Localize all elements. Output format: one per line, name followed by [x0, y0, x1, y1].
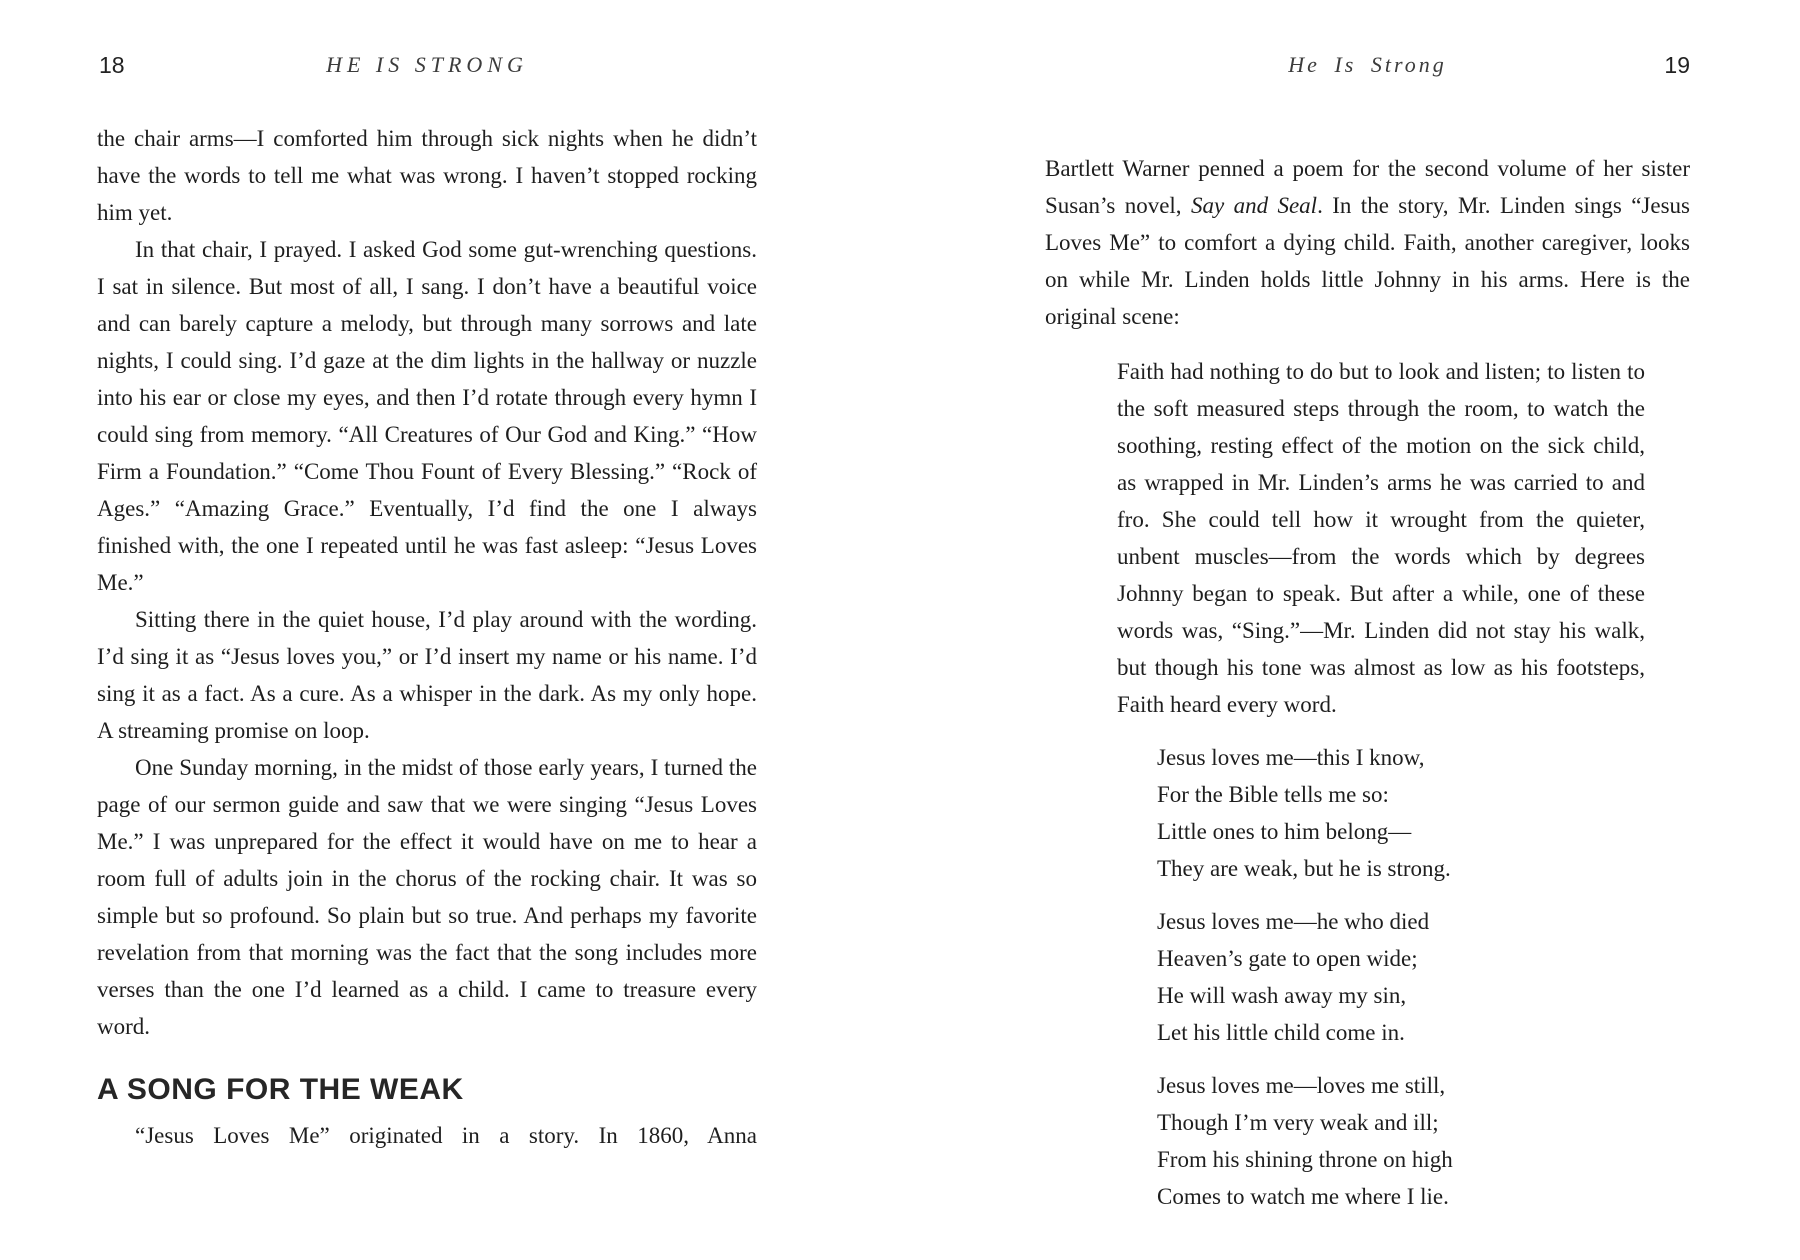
- poem: [1157, 739, 1690, 1215]
- intro-text-after-title: . In the story, Mr. Linden sings “Jesus Loves Me” to comfort a dying child. Faith, another caregiver, looks on while Mr. Linden holds little Johnny in his arms. Here is the original scene:: [1045, 193, 1690, 329]
- page-left-header: [97, 52, 757, 84]
- block-quote: Faith had nothing to do but to look and listen; to listen to the soft measured steps through the room, to watch the soothing, resting effect of the motion on the sick child, as wrapped in Mr. Linden’s arms he was carried to and fro. She could tell how it wrought from the quieter, unbent muscles—from the words which by degrees Johnny began to speak. But after a while, one of these words was, “Sing.”—Mr. Linden did not stay his walk, but though his tone was almost as low as his footsteps, Faith heard every word.: [1117, 359, 1645, 717]
- poem-line: For the Bible tells me so:: [1157, 782, 1389, 807]
- page-right-body: [1045, 150, 1690, 1215]
- poem-line: Comes to watch me where I lie.: [1157, 1184, 1449, 1209]
- running-head-left: HE IS STRONG: [326, 52, 528, 77]
- poem-line: Heaven’s gate to open wide;: [1157, 946, 1418, 971]
- section-heading: A SONG FOR THE WEAK: [97, 1073, 464, 1106]
- page-left: [97, 52, 757, 1154]
- paragraph: One Sunday morning, in the midst of those early years, I turned the page of our sermon guide and saw that we were singing “Jesus Loves Me.” I was unprepared for the effect it would have on me to hear a room full of adults join in the chorus of the rocking chair. It was so simple but so profound. So plain but so true. And perhaps my favorite revelation from that morning was the fact that the song includes more verses than the one I’d learned as a child. I came to treasure every word.: [97, 755, 757, 1039]
- poem-line: Jesus loves me—he who died: [1157, 909, 1430, 934]
- page-right: [1045, 52, 1690, 1215]
- paragraph: In that chair, I prayed. I asked God some gut-wrenching questions. I sat in silence. But most of all, I sang. I don’t have a beautiful voice and can barely capture a melody, but through many sorrows and late nights, I could sing. I’d gaze at the dim lights in the hallway or nuzzle into his ear or close my eyes, and then I’d rotate through every hymn I could sing from memory. “All Creatures of Our God and King.” “How Firm a Foundation.” “Come Thou Fount of Every Blessing.” “Rock of Ages.” “Amazing Grace.” Eventually, I’d find the one I always finished with, the one I repeated until he was fast asleep: “Jesus Loves Me.”: [97, 237, 757, 595]
- paragraph: Sitting there in the quiet house, I’d play around with the wording. I’d sing it as “Jesus loves you,” or I’d insert my name or his name. I’d sing it as a fact. As a cure. As a whisper in the dark. As my only hope. A streaming promise on loop.: [97, 607, 757, 743]
- poem-line: He will wash away my sin,: [1157, 983, 1407, 1008]
- poem-stanza-1: [1157, 739, 1690, 887]
- poem-line: Jesus loves me—loves me still,: [1157, 1073, 1446, 1098]
- poem-stanza-2: [1157, 903, 1690, 1051]
- poem-line: Jesus loves me—this I know,: [1157, 745, 1425, 770]
- page-left-body: [97, 120, 757, 1154]
- poem-line: Let his little child come in.: [1157, 1020, 1405, 1045]
- paragraph-continuation: the chair arms—I comforted him through sick nights when he didn’t have the words to tell me what was wrong. I haven’t stopped rocking him yet.: [97, 126, 757, 225]
- section-first-paragraph: “Jesus Loves Me” originated in a story. In 1860, Anna: [135, 1123, 757, 1148]
- poem-stanza-3: [1157, 1067, 1690, 1215]
- paragraph-continuation: [1045, 150, 1690, 335]
- page-number-right: 19: [1664, 52, 1690, 78]
- page-number-left: 18: [99, 52, 125, 78]
- novel-title-italic: Say and Seal: [1190, 193, 1318, 218]
- poem-line: Though I’m very weak and ill;: [1157, 1110, 1439, 1135]
- poem-line: Little ones to him belong—: [1157, 819, 1412, 844]
- running-head-right: He Is Strong: [1288, 52, 1447, 77]
- intro-text-before-title: Bartlett Warner penned a poem for the second volume of her sister Susan’s novel,: [1045, 156, 1690, 218]
- poem-line: From his shining throne on high: [1157, 1147, 1453, 1172]
- page-right-header: [1045, 52, 1690, 84]
- poem-line: They are weak, but he is strong.: [1157, 856, 1451, 881]
